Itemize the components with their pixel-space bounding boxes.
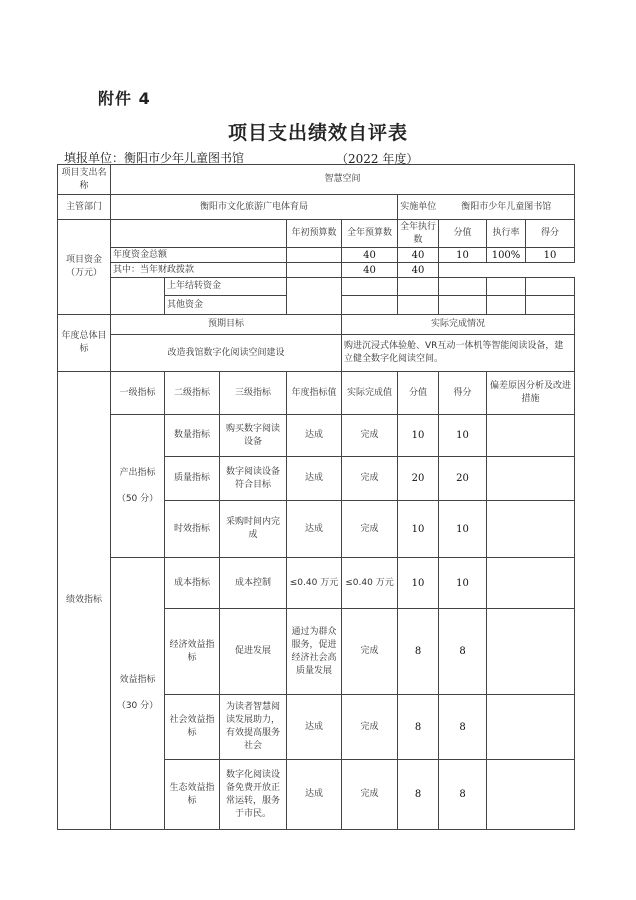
document-title: 项目支出绩效自评表 xyxy=(227,122,408,144)
funds-header-weight: 分值 xyxy=(439,220,487,248)
ind-header-weight: 分值 xyxy=(398,372,439,415)
cost-weight: 10 xyxy=(398,558,439,609)
output-points: （50 分） xyxy=(116,493,159,504)
benefit-points: （30 分） xyxy=(116,701,159,711)
benefit-actual: 完成 xyxy=(342,760,398,830)
project-name-value: 智慧空间 xyxy=(111,165,575,195)
funds-header-exec: 全年执行数 xyxy=(398,220,439,248)
funds-row-total-initial xyxy=(287,248,342,263)
ind-header-level2: 二级指标 xyxy=(165,372,220,415)
output-weight: 10 xyxy=(398,415,439,457)
output-actual: 完成 xyxy=(342,501,398,558)
funds-header-full: 全年预算数 xyxy=(342,220,398,248)
ind-header-target: 年度指标值 xyxy=(287,372,342,415)
funds-header-initial: 年初预算数 xyxy=(287,220,342,248)
output-score: 20 xyxy=(439,457,487,501)
benefit-l3: 为读者智慧阅读发展助力，有效提高服务社会 xyxy=(220,695,287,760)
output-target: 达成 xyxy=(287,457,342,501)
cost-target: ≤0.40 万元 xyxy=(287,558,342,609)
benefit-label: 效益指标 xyxy=(119,675,156,685)
funds-row-fiscal-initial xyxy=(287,263,342,278)
benefit-l2: 经济效益指标 xyxy=(165,609,220,695)
funds-row-other-label: 其他资金 xyxy=(165,296,287,315)
benefit-weight: 8 xyxy=(398,695,439,760)
funds-row-total-full: 40 xyxy=(342,248,398,263)
output-score: 10 xyxy=(439,501,487,558)
output-l2: 数量指标 xyxy=(165,415,220,457)
impl-label: 实施单位 xyxy=(398,195,439,220)
benefit-score: 8 xyxy=(439,695,487,760)
cost-actual: ≤0.40 万元 xyxy=(342,558,398,609)
fill-unit: 填报单位：衡阳市少年儿童图书馆 xyxy=(64,151,245,165)
output-l3: 数字阅读设备符合目标 xyxy=(220,457,287,501)
output-label: 产出指标 xyxy=(119,467,156,478)
cost-l3: 成本控制 xyxy=(220,558,287,609)
benefit-score: 8 xyxy=(439,760,487,830)
impl-value: 衡阳市少年儿童图书馆 xyxy=(439,195,575,220)
indicators-label: 绩效指标 xyxy=(58,372,111,830)
ind-header-actual: 实际完成值 xyxy=(342,372,398,415)
funds-row-total-exec: 40 xyxy=(398,248,439,263)
benefit-l2: 社会效益指标 xyxy=(165,695,220,760)
dept-value: 衡阳市文化旅游广电体育局 xyxy=(111,195,398,220)
benefit-target: 通过为群众服务，促进经济社会高质量发展 xyxy=(287,609,342,695)
output-l2: 质量指标 xyxy=(165,457,220,501)
benefit-l3: 促进发展 xyxy=(220,609,287,695)
output-l2: 时效指标 xyxy=(165,501,220,558)
output-l3: 采购时间内完成 xyxy=(220,501,287,558)
benefit-weight: 8 xyxy=(398,760,439,830)
report-year: （2022 年度） xyxy=(336,152,419,166)
ind-header-level3: 三级指标 xyxy=(220,372,287,415)
benefit-target: 达成 xyxy=(287,760,342,830)
benefit-score: 8 xyxy=(439,609,487,695)
goals-actual-label: 实际完成情况 xyxy=(342,315,575,335)
output-weight: 10 xyxy=(398,501,439,558)
output-l3: 购买数字阅读设备 xyxy=(220,415,287,457)
benefit-actual: 完成 xyxy=(342,695,398,760)
funds-row-total-rate: 100% xyxy=(487,248,526,263)
funds-row-total-label: 年度资金总额 xyxy=(111,248,287,263)
output-target: 达成 xyxy=(287,415,342,457)
ind-header-score: 得分 xyxy=(439,372,487,415)
funds-row-total-weight: 10 xyxy=(439,248,487,263)
benefit-actual: 完成 xyxy=(342,609,398,695)
output-actual: 完成 xyxy=(342,457,398,501)
goals-expected-label: 预期目标 xyxy=(111,315,342,335)
goals-expected: 改造我馆数字化阅读空间建设 xyxy=(111,335,342,372)
ind-header-level1: 一级指标 xyxy=(111,372,165,415)
cost-score: 10 xyxy=(439,558,487,609)
funds-label: 项目资金（万元） xyxy=(58,220,111,315)
dept-label: 主管部门 xyxy=(58,195,111,220)
funds-row-carryover-label: 上年结转资金 xyxy=(165,278,287,296)
benefit-target: 达成 xyxy=(287,695,342,760)
output-target: 达成 xyxy=(287,501,342,558)
funds-row-fiscal-exec: 40 xyxy=(398,263,439,278)
self-evaluation-table xyxy=(57,164,575,830)
funds-row-fiscal-label: 其中：当年财政拨款 xyxy=(111,263,287,278)
benefit-indicator-label xyxy=(111,558,165,830)
ind-header-deviation: 偏差原因分析及改进措施 xyxy=(487,372,575,415)
goals-label: 年度总体目标 xyxy=(58,315,111,372)
benefit-l3: 数字化阅读设备免费开放正常运转，服务于市民。 xyxy=(220,760,287,830)
funds-header-rate: 执行率 xyxy=(487,220,526,248)
funds-row-fiscal-full: 40 xyxy=(342,263,398,278)
benefit-l2: 生态效益指标 xyxy=(165,760,220,830)
goals-actual: 购进沉浸式体验舱、VR互动一体机等智能阅读设备，建立健全数字化阅读空间。 xyxy=(342,335,575,372)
funds-row-total-score: 10 xyxy=(526,248,575,263)
project-name-label: 项目支出名称 xyxy=(58,165,111,195)
output-actual: 完成 xyxy=(342,415,398,457)
cost-l2: 成本指标 xyxy=(165,558,220,609)
output-score: 10 xyxy=(439,415,487,457)
output-weight: 20 xyxy=(398,457,439,501)
funds-header-score: 得分 xyxy=(526,220,575,248)
output-indicator-label xyxy=(111,415,165,558)
benefit-weight: 8 xyxy=(398,609,439,695)
attachment-label: 附件 4 xyxy=(98,89,151,108)
